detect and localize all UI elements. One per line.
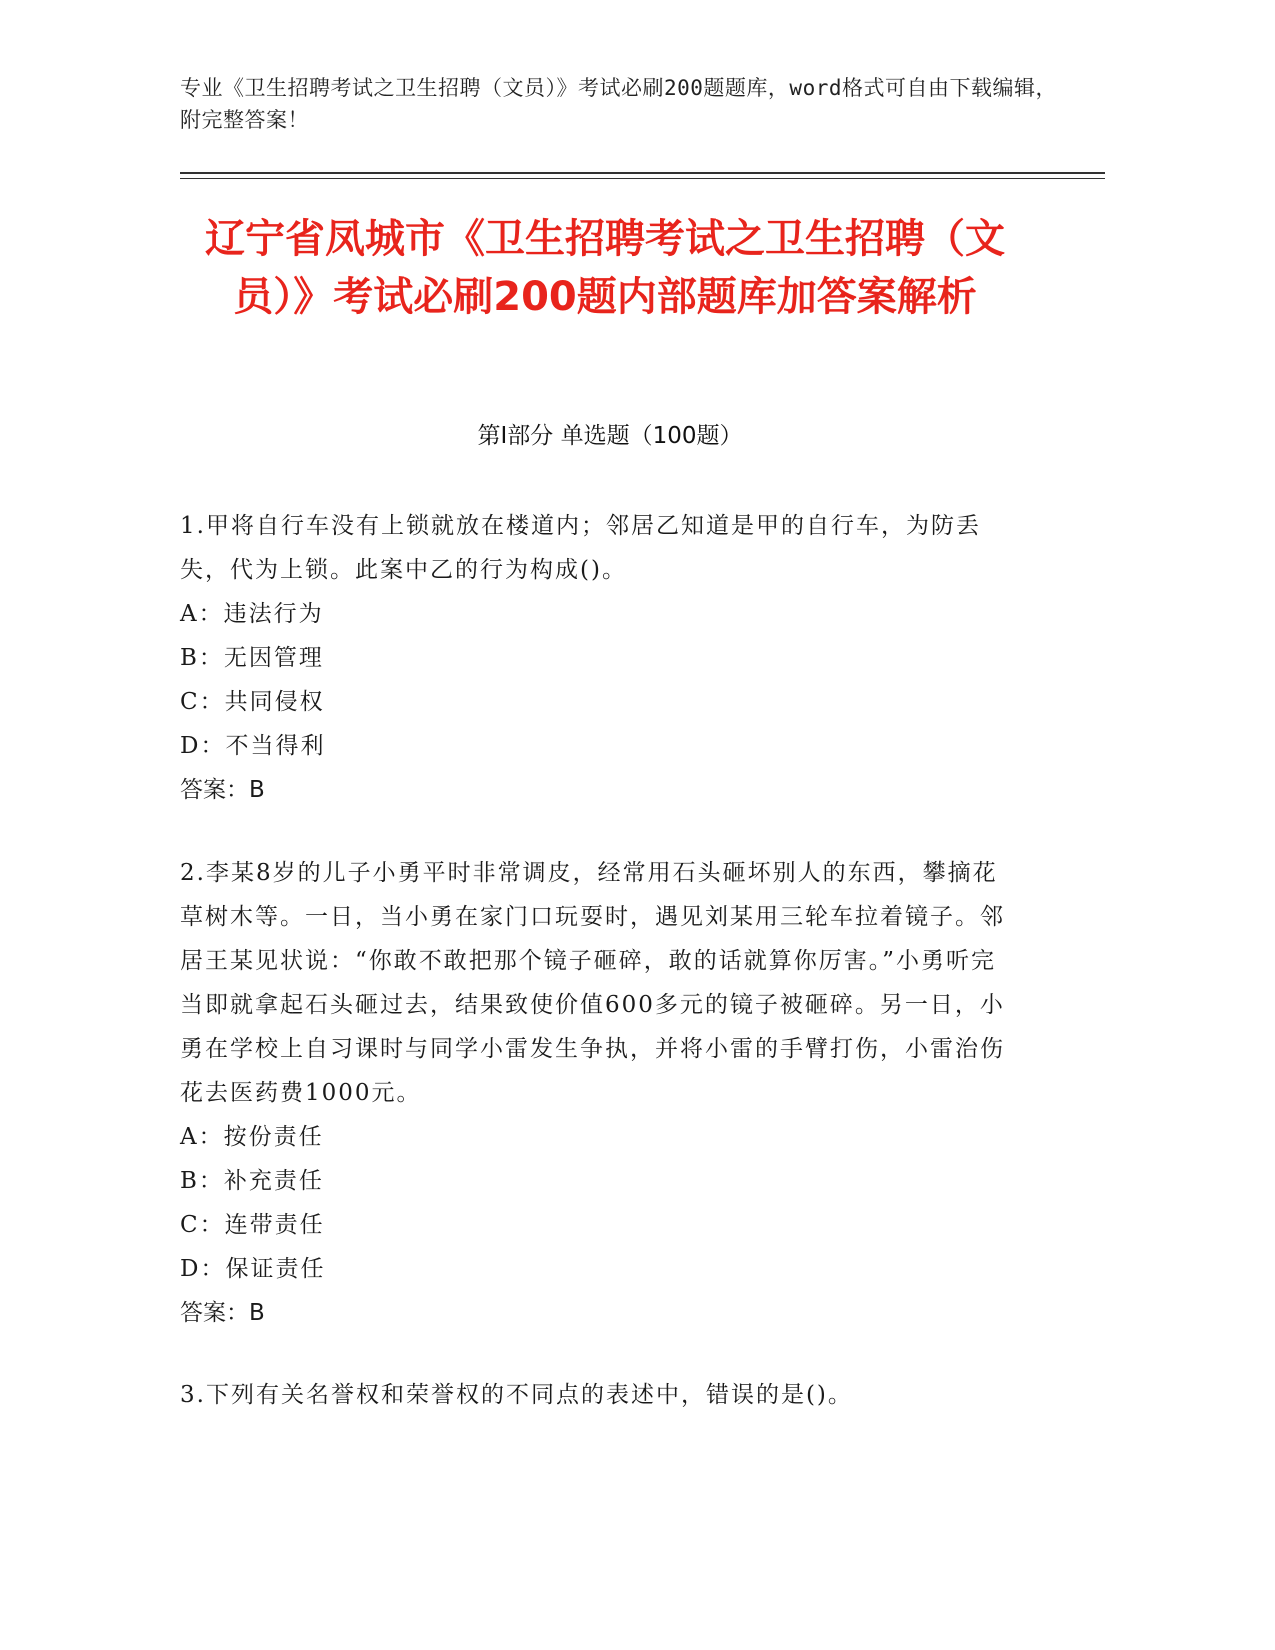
answer-line: 答案：B: [180, 777, 265, 803]
question-stem: 1.甲将自行车没有上锁就放在楼道内；邻居乙知道是甲的自行车，为防丢失，代为上锁。此案中乙的行为构成()。: [180, 513, 981, 583]
section-title: 第Ⅰ部分 单选题（100题）: [477, 423, 743, 449]
question-1: [180, 504, 1020, 812]
option-a: A：违法行为: [180, 601, 324, 627]
option-c: C：连带责任: [180, 1212, 325, 1238]
option-d: D：保证责任: [180, 1256, 326, 1282]
question-stem: 3.下列有关名誉权和荣誉权的不同点的表述中，错误的是()。: [180, 1382, 853, 1408]
option-b: B：无因管理: [180, 645, 324, 671]
option-a: A：按份责任: [180, 1124, 324, 1150]
header-note: 专业《卫生招聘考试之卫生招聘（文员）》考试必刷200题题库，word格式可自由下载编辑，附完整答案！: [180, 76, 1057, 132]
option-c: C：共同侵权: [180, 689, 325, 715]
header-divider-thin: [180, 178, 1105, 179]
document-title: 辽宁省凤城市《卫生招聘考试之卫生招聘（文员）》考试必刷200题内部题库加答案解析: [205, 216, 1005, 320]
answer-line: 答案：B: [180, 1300, 265, 1326]
option-d: D：不当得利: [180, 733, 326, 759]
question-3: [180, 1373, 1020, 1417]
question-2: [180, 851, 1020, 1335]
question-stem: 2.李某8岁的儿子小勇平时非常调皮，经常用石头砸坏别人的东西，攀摘花草树木等。一日，当小勇在家门口玩耍时，遇见刘某用三轮车拉着镜子。邻居王某见状说：“你敢不敢把那个镜子砸碎，敢的话就算你厉害。”小勇听完当即就拿起石头砸过去，结果致使价值600多元的镜子被砸碎。另一日，小勇在学校上自习课时与同学小雷发生争执，并将小雷的手臂打伤，小雷治伤花去医药费1000元。: [180, 860, 1005, 1106]
option-b: B：补充责任: [180, 1168, 324, 1194]
header-divider-thick: [180, 172, 1105, 174]
